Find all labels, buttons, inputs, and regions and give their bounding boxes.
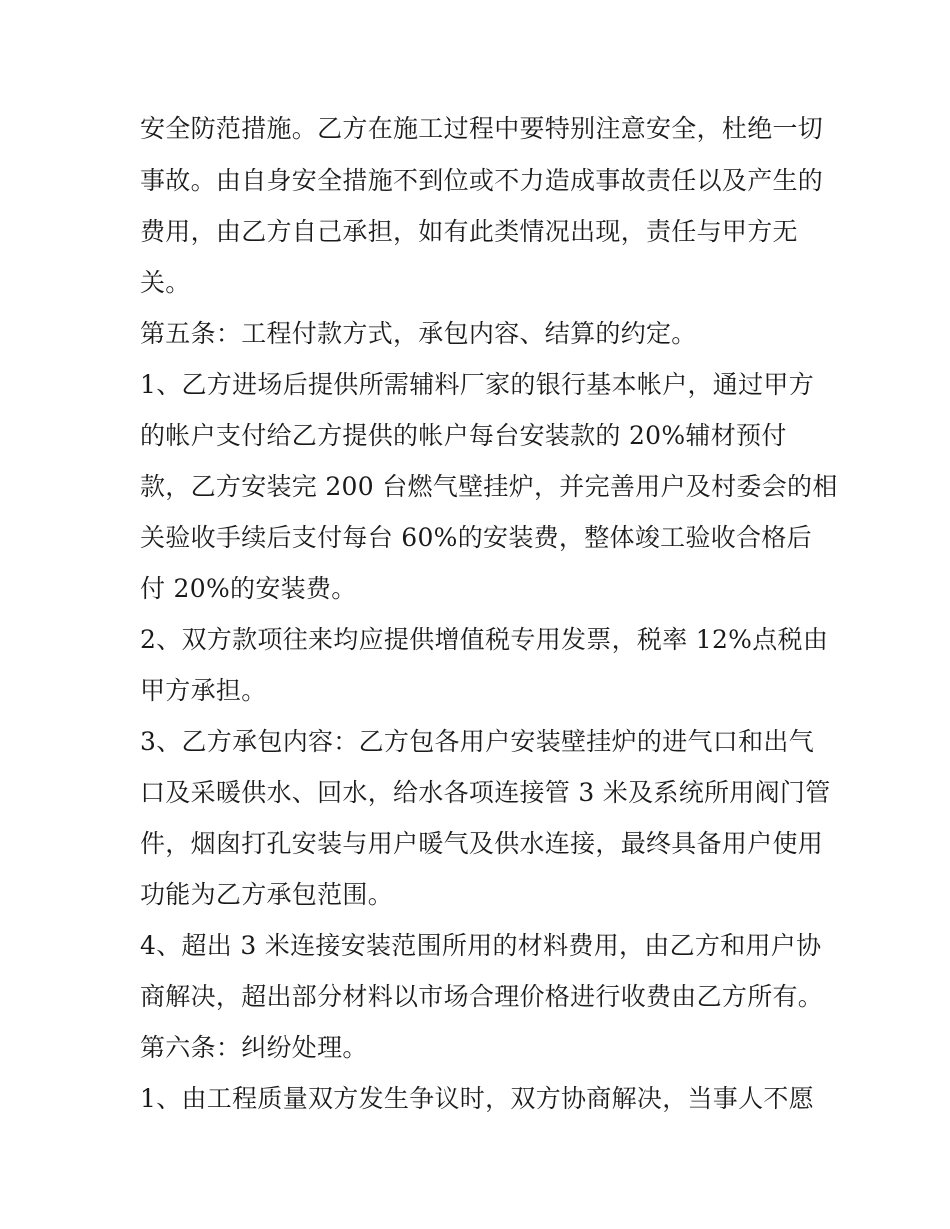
text-line: 4、超出 3 米连接安装范围所用的材料费用，由乙方和用户协	[140, 931, 822, 960]
text-line: 2、双方款项往来均应提供增值税专用发票，税率 12%点税由	[140, 625, 829, 654]
text-line: 关验收手续后支付每台 60%的安装费，整体竣工验收合格后	[140, 523, 812, 552]
text-line: 件，烟囱打孔安装与用户暖气及供水连接，最终具备用户使用	[140, 829, 824, 858]
text-line: 商解决，超出部分材料以市场合理价格进行收费由乙方所有。	[140, 982, 824, 1011]
text-line: 甲方承担。	[140, 676, 267, 705]
text-line: 关。	[140, 268, 191, 297]
text-line: 功能为乙方承包范围。	[140, 880, 394, 909]
text-line: 口及采暖供水、回水，给水各项连接管 3 米及系统所用阀门管	[140, 778, 831, 807]
text-line: 1、由工程质量双方发生争议时，双方协商解决，当事人不愿	[140, 1084, 815, 1113]
text-line: 事故。由自身安全措施不到位或不力造成事故责任以及产生的	[140, 166, 824, 195]
section-heading: 第六条：纠纷处理。	[140, 1033, 368, 1062]
text-line: 费用，由乙方自己承担，如有此类情况出现，责任与甲方无	[140, 217, 798, 246]
text-line: 安全防范措施。乙方在施工过程中要特别注意安全，杜绝一切	[140, 114, 824, 143]
text-line: 3、乙方承包内容：乙方包各用户安装壁挂炉的进气口和出气	[140, 727, 815, 756]
text-line: 款，乙方安装完 200 台燃气壁挂炉，并完善用户及村委会的相	[140, 472, 838, 501]
text-line: 付 20%的安装费。	[140, 574, 357, 603]
section-heading: 第五条：工程付款方式，承包内容、结算的约定。	[140, 319, 697, 348]
text-line: 1、乙方进场后提供所需辅料厂家的银行基本帐户，通过甲方	[140, 370, 815, 399]
text-line: 的帐户支付给乙方提供的帐户每台安装款的 20%辅材预付	[140, 421, 787, 450]
